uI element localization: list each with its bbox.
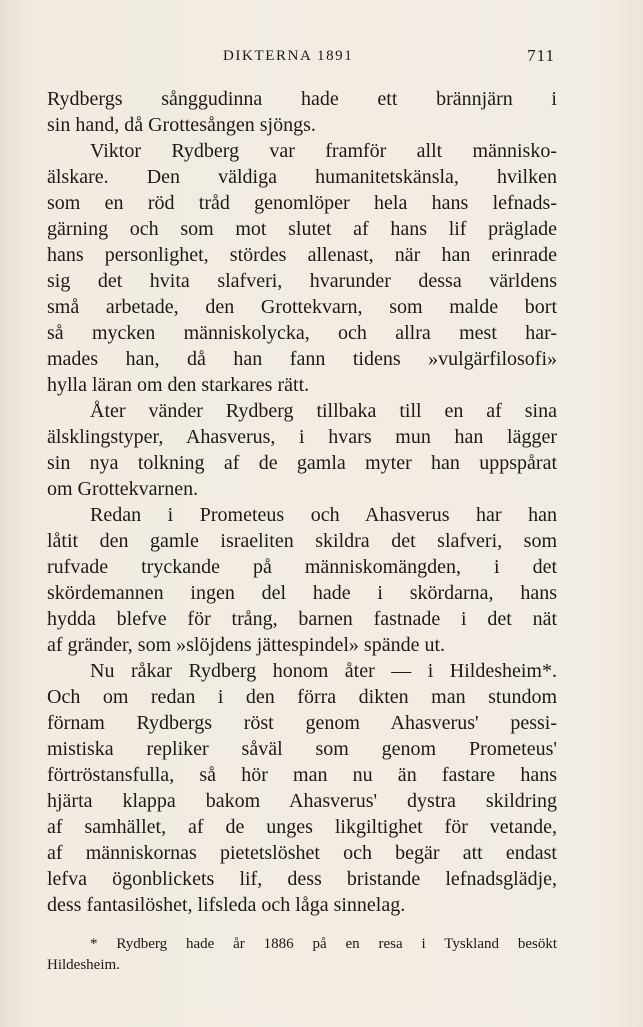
- running-title: DIKTERNA 1891: [223, 48, 354, 64]
- text-line: Redan i Prometeus och Ahasverus har han: [90, 504, 557, 526]
- text-line: små arbetade, den Grottekvarn, som malde bort: [47, 296, 557, 318]
- text-line: mades han, då han fann tidens »vulgärfilosofi»: [47, 348, 557, 370]
- text-line: rufvade tryckande på människomängden, i det: [47, 556, 557, 578]
- footnote-line: Hildesheim.: [47, 957, 120, 973]
- text-line: förtröstansfulla, så hör man nu än fastare hans: [47, 764, 557, 786]
- text-line: Och om redan i den förra dikten man stundom: [47, 686, 557, 708]
- text-line: älsklingstyper, Ahasverus, i hvars mun han lägger: [47, 426, 557, 448]
- text-line: låtit den gamle israeliten skildra det slafveri, som: [47, 530, 557, 552]
- text-line: sin nya tolkning af de gamla myter han uppspårat: [47, 452, 557, 474]
- text-line: hydda blefve för trång, barnen fastnade i det nät: [47, 608, 557, 630]
- text-line: lefva ögonblickets lif, dess bristande lefnadsglädje,: [47, 868, 557, 890]
- text-line: hans personlighet, stördes allenast, när han erinrade: [47, 244, 557, 266]
- text-line: hjärta klappa bakom Ahasverus' dystra skildring: [47, 790, 557, 812]
- text-line: gärning och som mot slutet af hans lif präglade: [47, 218, 557, 240]
- text-line: som en röd tråd genomlöper hela hans lefnads-: [47, 192, 557, 214]
- text-line: dess fantasilöshet, lifsleda och låga sinnelag.: [47, 894, 406, 916]
- footnote: [47, 934, 557, 976]
- text-line: hylla läran om den starkares rätt.: [47, 374, 310, 396]
- text-line: mistiska repliker såväl som genom Prometeus': [47, 738, 557, 760]
- text-line: skördemannen ingen del hade i skördarna, hans: [47, 582, 557, 604]
- text-line: om Grottekvarnen.: [47, 478, 199, 500]
- page-number: 711: [527, 46, 555, 65]
- body-text: [47, 86, 557, 918]
- text-line: Åter vänder Rydberg tillbaka till en af sina: [90, 400, 557, 422]
- text-line: förnam Rydbergs röst genom Ahasverus' pessi-: [47, 712, 557, 734]
- text-line: sig det hvita slafveri, hvarunder dessa världens: [47, 270, 557, 292]
- text-line: älskare. Den väldiga humanitetskänsla, hvilken: [47, 166, 557, 188]
- footnote-line: * Rydberg hade år 1886 på en resa i Tyskland besökt: [90, 936, 557, 952]
- text-line: Rydbergs sånggudinna hade ett brännjärn i: [47, 88, 557, 110]
- running-head: [223, 46, 555, 70]
- text-line: af människornas pietetslöshet och begär att endast: [47, 842, 557, 864]
- text-line: Viktor Rydberg var framför allt människo-: [90, 140, 557, 162]
- text-line: af samhället, af de unges likgiltighet för vetande,: [47, 816, 557, 838]
- text-line: så mycken människolycka, och allra mest har-: [47, 322, 557, 344]
- text-line: sin hand, då Grottesången sjöngs.: [47, 114, 316, 136]
- text-line: Nu råkar Rydberg honom åter — i Hildesheim*.: [90, 660, 557, 682]
- text-line: af gränder, som »slöjdens jättespindel» spände ut.: [47, 634, 445, 656]
